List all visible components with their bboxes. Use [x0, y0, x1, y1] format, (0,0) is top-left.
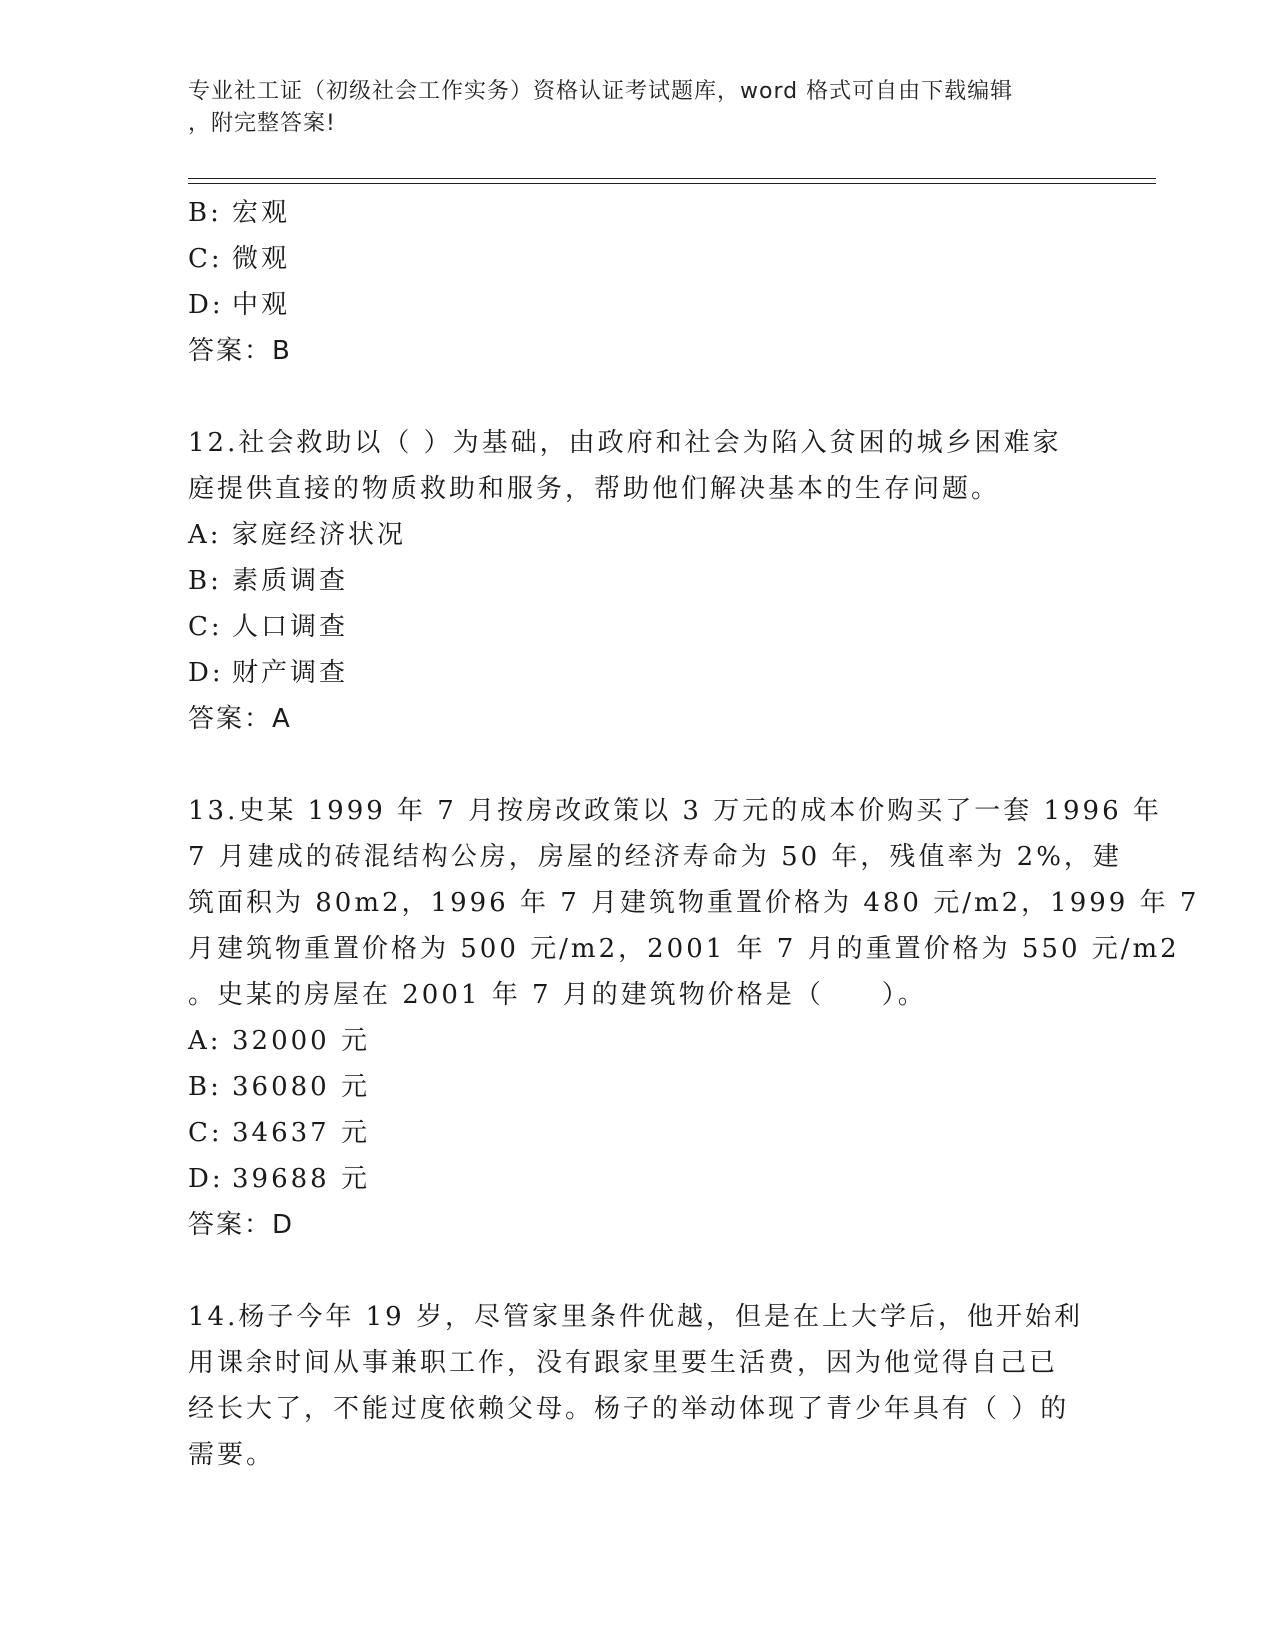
- option-letter: D:: [188, 1164, 224, 1194]
- option-text: 人口调查: [232, 612, 349, 642]
- option-letter: C:: [188, 1118, 223, 1148]
- answer: 答案：A: [188, 704, 292, 734]
- option-text: 财产调查: [232, 658, 349, 688]
- question-text-line: 13.史某 1999 年 7 月按房改政策以 3 万元的成本价购买了一套 1996 年: [188, 796, 1162, 826]
- option-text: 微观: [232, 244, 291, 274]
- option-d: [188, 282, 1088, 328]
- option-text: 素质调查: [232, 566, 349, 596]
- option-c: [188, 604, 1088, 650]
- option-a: [188, 1018, 1088, 1064]
- question-text-line: 庭提供直接的物质救助和服务，帮助他们解决基本的生存问题。: [188, 474, 1001, 504]
- spacer: [188, 374, 1088, 420]
- option-text: 家庭经济状况: [232, 520, 407, 550]
- option-b: [188, 558, 1088, 604]
- option-letter: D:: [188, 658, 224, 688]
- answer: 答案：D: [188, 1210, 295, 1240]
- option-d: [188, 650, 1088, 696]
- option-letter: C:: [188, 612, 223, 642]
- question-text-line: 14.杨子今年 19 岁，尽管家里条件优越，但是在上大学后，他开始利: [188, 1302, 1083, 1332]
- option-b: [188, 1064, 1088, 1110]
- option-letter: D:: [188, 290, 224, 320]
- question-text-line: 经长大了，不能过度依赖父母。杨子的举动体现了青少年具有（ ）的: [188, 1394, 1070, 1424]
- question-12: [188, 420, 1088, 742]
- option-c: [188, 1110, 1088, 1156]
- question-11: [188, 190, 1088, 374]
- answer: 答案：B: [188, 336, 292, 366]
- question-content: [188, 190, 1200, 1478]
- question-14: [188, 1294, 1088, 1478]
- option-letter: A:: [188, 1026, 222, 1056]
- spacer: [188, 742, 1088, 788]
- option-text: 34637 元: [232, 1118, 370, 1148]
- option-text: 中观: [232, 290, 291, 320]
- option-letter: B:: [188, 1072, 222, 1102]
- option-letter: C:: [188, 244, 223, 274]
- option-c: [188, 236, 1088, 282]
- header-divider-bottom: [188, 183, 1156, 184]
- option-d: [188, 1156, 1088, 1202]
- header-divider-top: [188, 178, 1156, 179]
- page-header: [188, 76, 1068, 140]
- question-text-line: 用课余时间从事兼职工作，没有跟家里要生活费，因为他觉得自己已: [188, 1348, 1059, 1378]
- question-text-line: 月建筑物重置价格为 500 元/m2，2001 年 7 月的重置价格为 550 元/m2: [188, 934, 1180, 964]
- spacer: [188, 1248, 1088, 1294]
- option-text: 36080 元: [232, 1072, 370, 1102]
- question-text-line: 。史某的房屋在 2001 年 7 月的建筑物价格是（ ）。: [188, 980, 927, 1010]
- question-text-line: 需要。: [188, 1440, 276, 1470]
- option-text: 39688 元: [232, 1164, 370, 1194]
- question-13: [188, 788, 1200, 1248]
- question-text-line: 12.社会救助以（ ）为基础，由政府和社会为陷入贫困的城乡困难家: [188, 428, 1062, 458]
- header-line-1: 专业社工证（初级社会工作实务）资格认证考试题库，word 格式可自由下载编辑: [188, 79, 1014, 104]
- option-b: [188, 190, 1088, 236]
- option-a: [188, 512, 1088, 558]
- option-letter: A:: [188, 520, 222, 550]
- option-text: 宏观: [232, 198, 291, 228]
- question-text-line: 筑面积为 80m2，1996 年 7 月建筑物重置价格为 480 元/m2，1999 年 7: [188, 888, 1200, 918]
- header-line-2: ，附完整答案!: [188, 111, 336, 136]
- option-letter: B:: [188, 198, 222, 228]
- option-text: 32000 元: [232, 1026, 370, 1056]
- question-text-line: 7 月建成的砖混结构公房，房屋的经济寿命为 50 年，残值率为 2%，建: [188, 842, 1122, 872]
- option-letter: B:: [188, 566, 222, 596]
